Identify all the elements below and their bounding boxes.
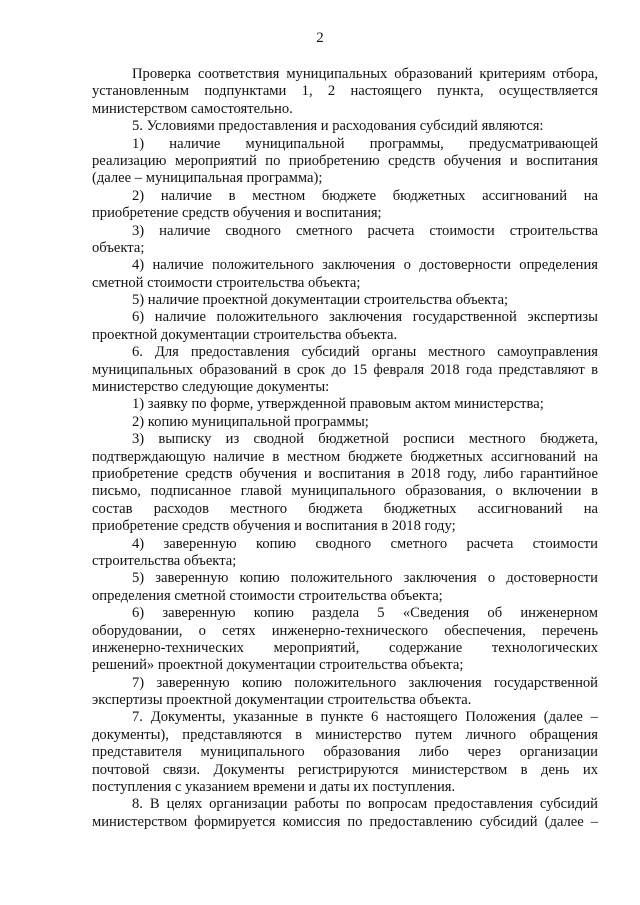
text-line: почтовой связи. Документы регистрируются министерством в день их [92,761,598,778]
paragraph [92,796,598,831]
text-line: 4) заверенную копию сводного сметного расчета стоимости [132,535,598,552]
paragraph [92,431,598,535]
text-line: министерство следующие документы: [92,379,330,396]
text-line: состав расходов местного бюджета бюджетных ассигнований на [92,500,598,517]
paragraph [92,396,598,413]
text-line: 5) наличие проектной документации строительства объекта; [132,292,509,309]
text-line: 7) заверенную копию положительного заключения государственной [132,674,598,691]
text-line: определения сметной стоимости строительства объекта; [92,587,443,604]
text-line: решений» проектной документации строительства объекта; [92,657,464,674]
text-line: Проверка соответствия муниципальных образований критериям отбора, [132,66,598,82]
text-line: министерством формируется комиссия по предоставлению субсидий (далее – [92,813,598,830]
text-line: представителя муниципального образования либо через организации [92,744,598,761]
text-line: поступления с указанием времени и даты их поступления. [92,779,456,796]
text-line: (далее – муниципальная программа); [92,170,323,187]
text-line: документы), представляются в министерство путем личного обращения [92,726,598,743]
paragraph [92,414,598,431]
text-line: 1) заявку по форме, утвержденной правовым актом министерства; [132,396,544,413]
text-line: 4) наличие положительного заключения о достоверности определения [132,257,598,274]
paragraph [92,223,598,258]
paragraph [92,344,598,396]
text-line: 5) заверенную копию положительного заключения о достоверности [132,570,598,587]
paragraph [92,536,598,571]
text-line: строительства объекта; [92,552,237,569]
paragraph [92,188,598,223]
paragraph [92,136,598,188]
paragraph [92,118,598,135]
text-line: проектной документации строительства объекта. [92,326,398,343]
text-line: сметной стоимости строительства объекта; [92,274,361,291]
text-line: приобретение средств обучения и воспитания в 2018 году; [92,518,456,535]
text-line: подтверждающую наличие в местном бюджете бюджетных ассигнований на [92,448,598,465]
text-line: оборудовании, о сетях инженерно-технического обеспечения, перечень [92,622,598,639]
text-line: муниципальных образований в срок до 15 февраля 2018 года представляют в [92,361,598,378]
text-line: установленным подпунктами 1, 2 настоящего пункта, осуществляется [92,83,598,100]
text-line: 6) заверенную копию раздела 5 «Сведения об инженерном [132,605,598,622]
text-line: объекта; [92,239,145,256]
text-line: экспертизы проектной документации строительства объекта. [92,692,472,709]
text-line: министерством самостоятельно. [92,100,293,117]
paragraph [92,605,598,675]
text-line: 3) выписку из сводной бюджетной росписи местного бюджета, [132,431,598,448]
text-line: письмо, подписанное главой муниципального образования, о включении в [92,483,598,500]
text-line: инженерно-технических мероприятий, содержание технологических [92,639,598,656]
paragraph [92,675,598,710]
text-line: 6) наличие положительного заключения государственной экспертизы [132,309,598,326]
text-line: приобретение средств обучения и воспитания в 2018 году, либо гарантийное [92,465,598,482]
text-line: 6. Для предоставления субсидий органы местного самоуправления [132,344,598,361]
text-line: 2) копию муниципальной программы; [132,413,369,430]
paragraph [92,309,598,344]
text-line: 8. В целях организации работы по вопросам предоставления субсидий [132,796,598,813]
text-line: 5. Условиями предоставления и расходования субсидий являются: [132,118,544,135]
text-line: 7. Документы, указанные в пункте 6 настоящего Положения (далее – [132,709,598,726]
page-number: 2 [316,30,324,46]
paragraph [92,570,598,605]
text-line: реализацию мероприятий по приобретению средств обучения и воспитания [92,152,598,169]
text-line: 2) наличие в местном бюджете бюджетных ассигнований на [132,187,598,204]
text-line: приобретение средств обучения и воспитания; [92,205,382,222]
paragraph [92,292,598,309]
paragraph [92,257,598,292]
text-line: 1) наличие муниципальной программы, предусматривающей [132,135,598,152]
paragraph [92,709,598,796]
document-body [92,66,598,831]
paragraph [92,66,598,118]
text-line: 3) наличие сводного сметного расчета стоимости строительства [132,222,598,239]
